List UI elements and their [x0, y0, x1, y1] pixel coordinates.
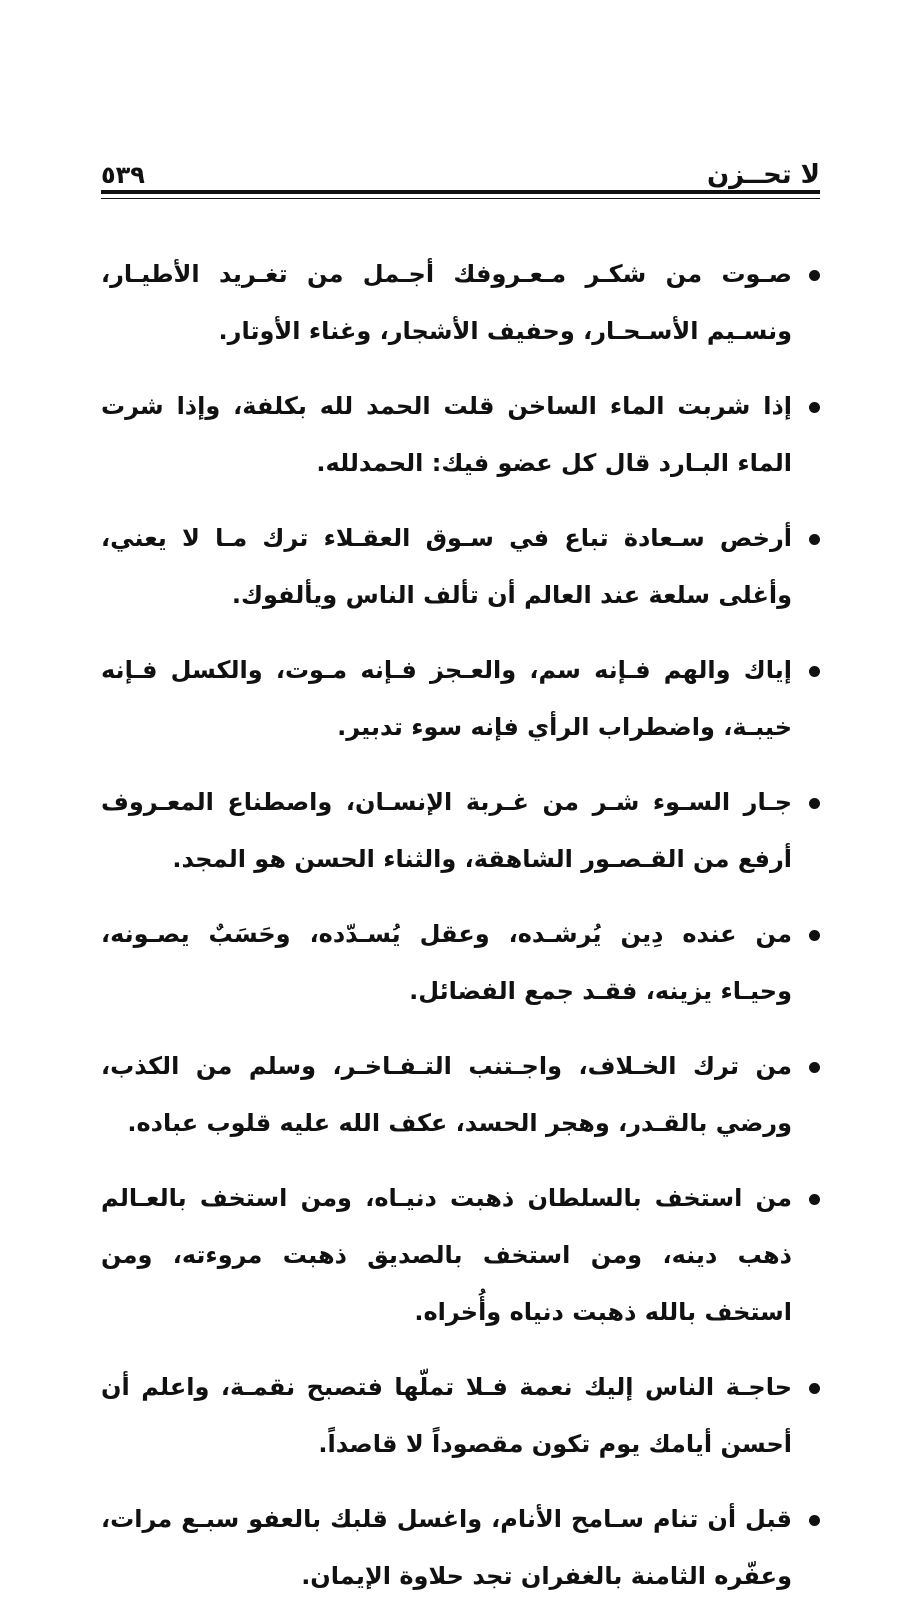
- item-text: حاجـة الناس إليك نعمة فـلا تملّها فتصبح نقمـة، واعلم أن أحسن أيامك يوم تكون مقصوداً لا قاصداً.: [101, 1373, 792, 1458]
- list-item: [101, 510, 820, 624]
- list-item: [101, 1038, 820, 1152]
- bullet-icon: [809, 798, 820, 809]
- bullet-icon: [809, 402, 820, 413]
- bullet-icon: [809, 1062, 820, 1073]
- page-number: ٥٣٩: [101, 161, 145, 189]
- list-item: [101, 1491, 820, 1605]
- list-item: [101, 1170, 820, 1341]
- header-rule-thin: [101, 198, 820, 199]
- list-item: [101, 774, 820, 888]
- page-header: [101, 150, 820, 190]
- item-text: إذا شربت الماء الساخن قلت الحمد لله بكلفة، وإذا شرت الماء البـارد قال كل عضو فيك: الحمدلله.: [101, 392, 792, 477]
- bullet-icon: [809, 1194, 820, 1205]
- list-item: [101, 246, 820, 360]
- item-text: صـوت من شكـر مـعـروفك أجـمل من تغـريد الأطيـار، ونسـيم الأسـحـار، وحفيف الأشجار، وغناء الأوتار.: [101, 260, 792, 345]
- item-text: من عنده دِين يُرشـده، وعقل يُسـدّده، وحَسَبٌ يصـونه، وحيـاء يزينه، فقـد جمع الفضائل.: [101, 920, 792, 1005]
- bullet-icon: [809, 270, 820, 281]
- item-text: أرخص سـعادة تباع في سـوق العقـلاء ترك مـا لا يعني، وأغلى سلعة عند العالم أن تألف الناس ويألفوك.: [101, 524, 792, 609]
- item-text: من استخف بالسلطان ذهبت دنيـاه، ومن استخف بالعـالم ذهب دينه، ومن استخف بالصديق ذهبت مروءته، ومن استخف بالله ذهبت دنياه وأُخراه.: [101, 1184, 792, 1326]
- list-item: [101, 1359, 820, 1473]
- list-item: [101, 906, 820, 1020]
- item-text: من ترك الخـلاف، واجـتنب التـفـاخـر، وسلم من الكذب، ورضي بالقـدر، وهجر الحسد، عكف الله عليه قلوب عباده.: [101, 1052, 792, 1137]
- bullet-list: [101, 246, 820, 1623]
- list-item: [101, 378, 820, 492]
- bullet-icon: [809, 534, 820, 545]
- list-item: [101, 642, 820, 756]
- bullet-icon: [809, 1515, 820, 1526]
- header-rule-thick: [101, 190, 820, 194]
- running-title: لا تحــزن: [706, 160, 820, 190]
- bullet-icon: [809, 930, 820, 941]
- item-text: قبل أن تنام سـامح الأنام، واغسل قلبك بالعفو سبـع مرات، وعفّره الثامنة بالغفران تجد حلاوة الإيمان.: [101, 1505, 792, 1590]
- item-text: جـار السـوء شـر من غـربة الإنسـان، واصطناع المعـروف أرفع من القـصـور الشاهقة، والثناء الحسن هو المجد.: [101, 788, 792, 873]
- bullet-icon: [809, 1383, 820, 1394]
- bullet-icon: [809, 666, 820, 677]
- item-text: إياك والهم فـإنه سم، والعـجز فـإنه مـوت، والكسل فـإنه خيبـة، واضطراب الرأي فإنه سوء تدبير.: [101, 656, 792, 741]
